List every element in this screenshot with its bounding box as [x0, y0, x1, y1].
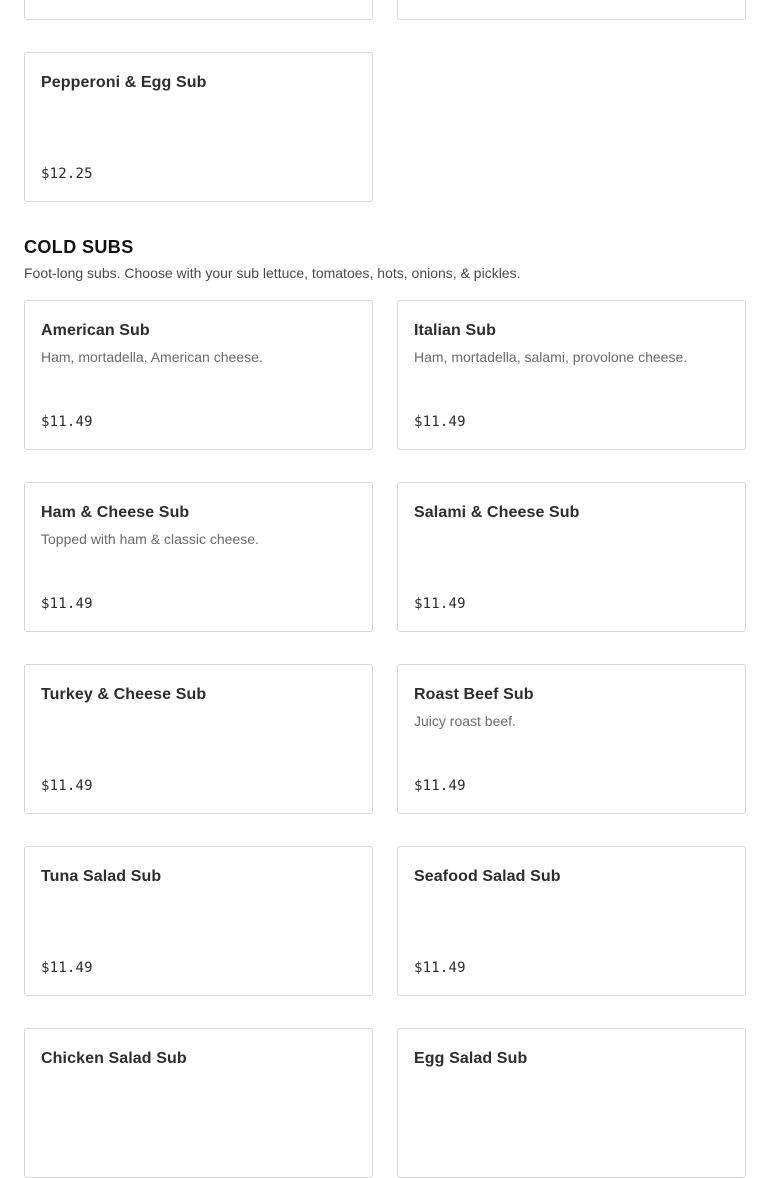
menu-item-card[interactable] — [397, 846, 746, 996]
section-title: COLD SUBS — [24, 237, 134, 257]
prev-section-grid — [24, 0, 746, 202]
section-subtitle: Foot-long subs. Choose with your sub lettuce, tomatoes, hots, onions, & pickles. — [24, 265, 521, 281]
item-price: $11.49 — [41, 414, 93, 430]
item-description: Topped with ham & classic cheese. — [41, 531, 259, 547]
item-name: Italian Sub — [414, 322, 496, 339]
cold-subs-grid — [24, 300, 746, 1178]
menu-item-card[interactable] — [24, 664, 373, 814]
menu-item-card[interactable] — [24, 52, 373, 202]
item-price: $11.49 — [414, 960, 466, 976]
menu-item-card[interactable] — [397, 1028, 746, 1178]
item-description: Ham, mortadella, salami, provolone cheese. — [414, 349, 688, 365]
item-name: American Sub — [41, 322, 150, 339]
item-price: $11.49 — [414, 596, 466, 612]
item-name: Seafood Salad Sub — [414, 868, 561, 885]
item-name: Egg Salad Sub — [414, 1050, 528, 1067]
item-name: Ham & Cheese Sub — [41, 504, 190, 521]
menu-item-card[interactable] — [397, 482, 746, 632]
item-name: Turkey & Cheese Sub — [41, 686, 207, 703]
item-price: $11.49 — [41, 596, 93, 612]
item-description: Juicy roast beef. — [414, 713, 516, 729]
item-price: $11.49 — [414, 414, 466, 430]
menu-item-card[interactable] — [397, 664, 746, 814]
item-price: $12.25 — [41, 166, 93, 182]
item-name: Tuna Salad Sub — [41, 868, 162, 885]
menu-item-card[interactable] — [397, 0, 746, 20]
menu-item-card[interactable] — [397, 300, 746, 450]
item-price: $11.49 — [41, 960, 93, 976]
item-name: Chicken Salad Sub — [41, 1050, 187, 1067]
menu-item-card[interactable] — [24, 0, 373, 20]
item-price: $11.49 — [414, 778, 466, 794]
item-description: Ham, mortadella, American cheese. — [41, 349, 263, 365]
cold-subs-header — [24, 236, 770, 282]
menu-item-card[interactable] — [24, 846, 373, 996]
item-name: Salami & Cheese Sub — [414, 504, 580, 521]
item-price: $11.49 — [41, 778, 93, 794]
menu-item-card[interactable] — [24, 482, 373, 632]
item-name: Roast Beef Sub — [414, 686, 534, 703]
menu-item-card[interactable] — [24, 1028, 373, 1178]
menu-item-card[interactable] — [24, 300, 373, 450]
item-name: Pepperoni & Egg Sub — [41, 74, 207, 91]
